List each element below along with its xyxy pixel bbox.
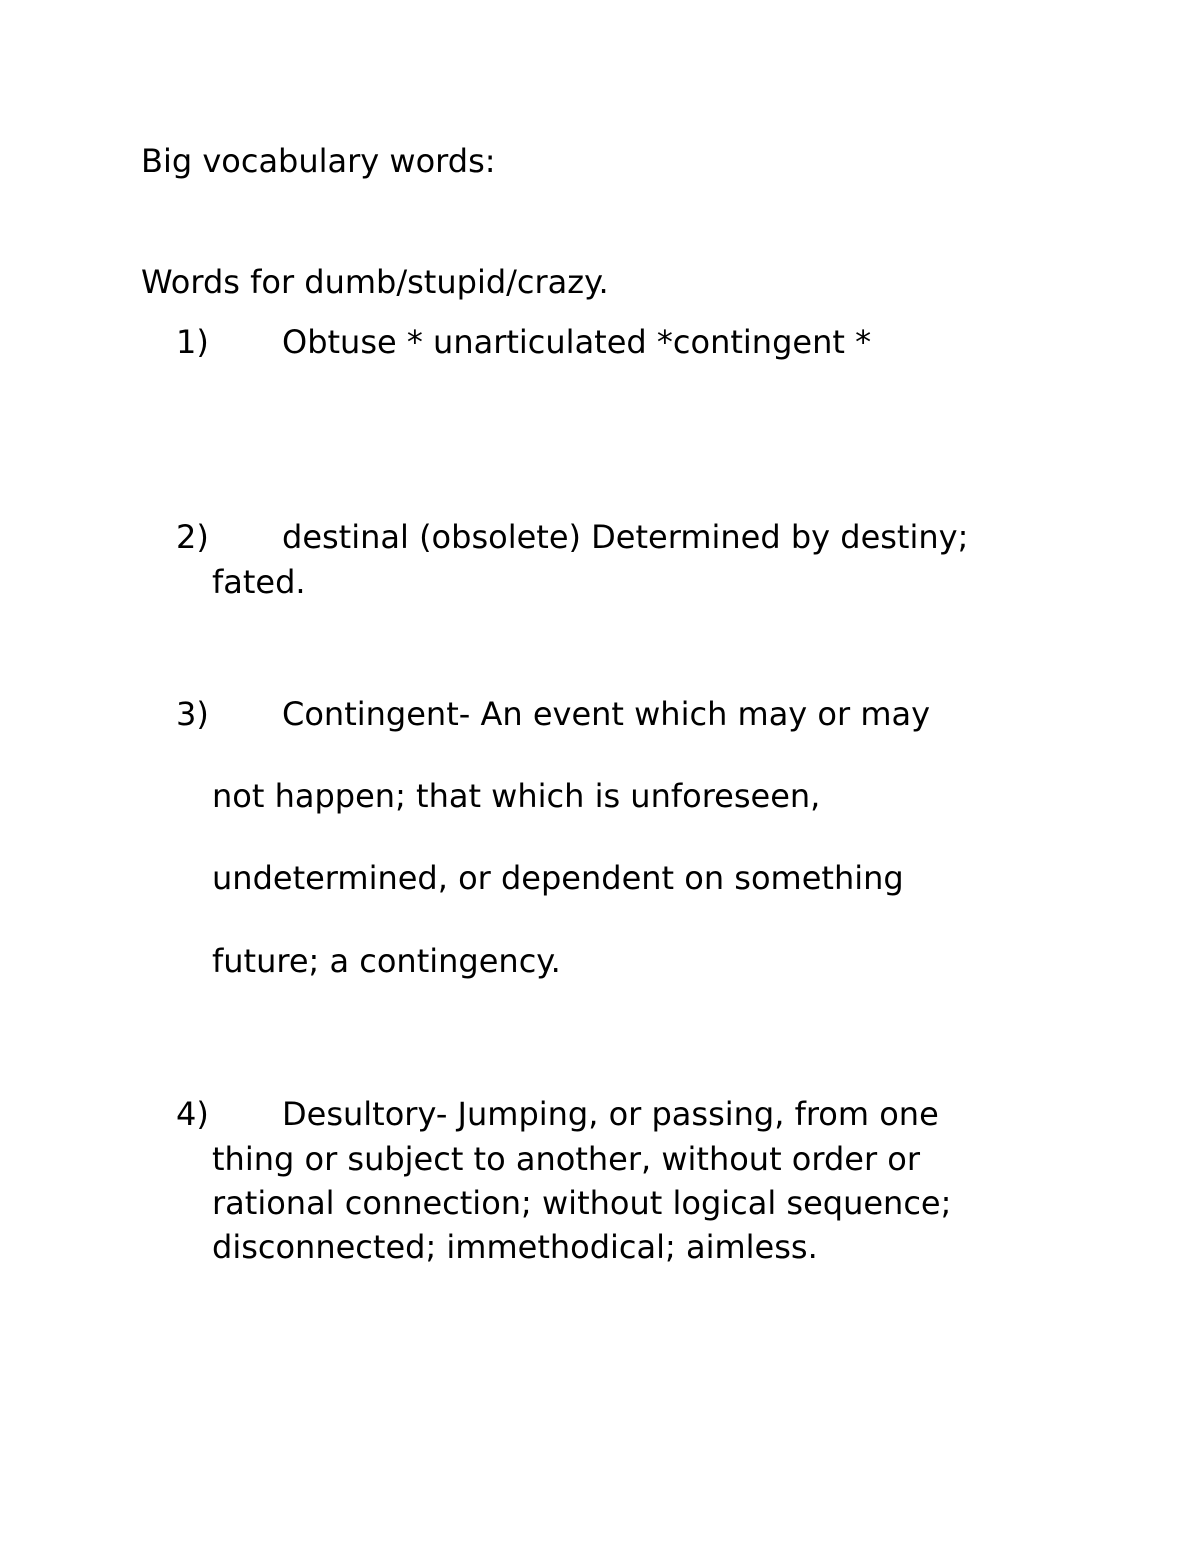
document-heading: Big vocabulary words: [141,142,496,180]
list-item-line: not happen; that which is unforeseen, [212,777,821,815]
list-item-number: 2) [176,518,209,556]
list-item-line: rational connection; without logical sequence; [212,1184,952,1222]
list-item-number: 1) [176,323,209,361]
list-item-line: future; a contingency. [212,942,561,980]
list-item-line: Desultory- Jumping, or passing, from one [282,1095,939,1133]
list-item-line: thing or subject to another, without order or [212,1140,921,1178]
list-item-line: fated. [212,563,306,601]
list-item-line: undetermined, or dependent on something [212,859,904,897]
list-item-number: 4) [176,1095,209,1133]
document-subheading: Words for dumb/stupid/crazy. [141,263,609,301]
list-item-line: disconnected; immethodical; aimless. [212,1228,818,1266]
list-item-line: Obtuse * unarticulated *contingent * [282,323,872,361]
list-item-line: Contingent- An event which may or may [282,695,931,733]
list-item-number: 3) [176,695,209,733]
list-item-line: destinal (obsolete) Determined by destiny; [282,518,969,556]
